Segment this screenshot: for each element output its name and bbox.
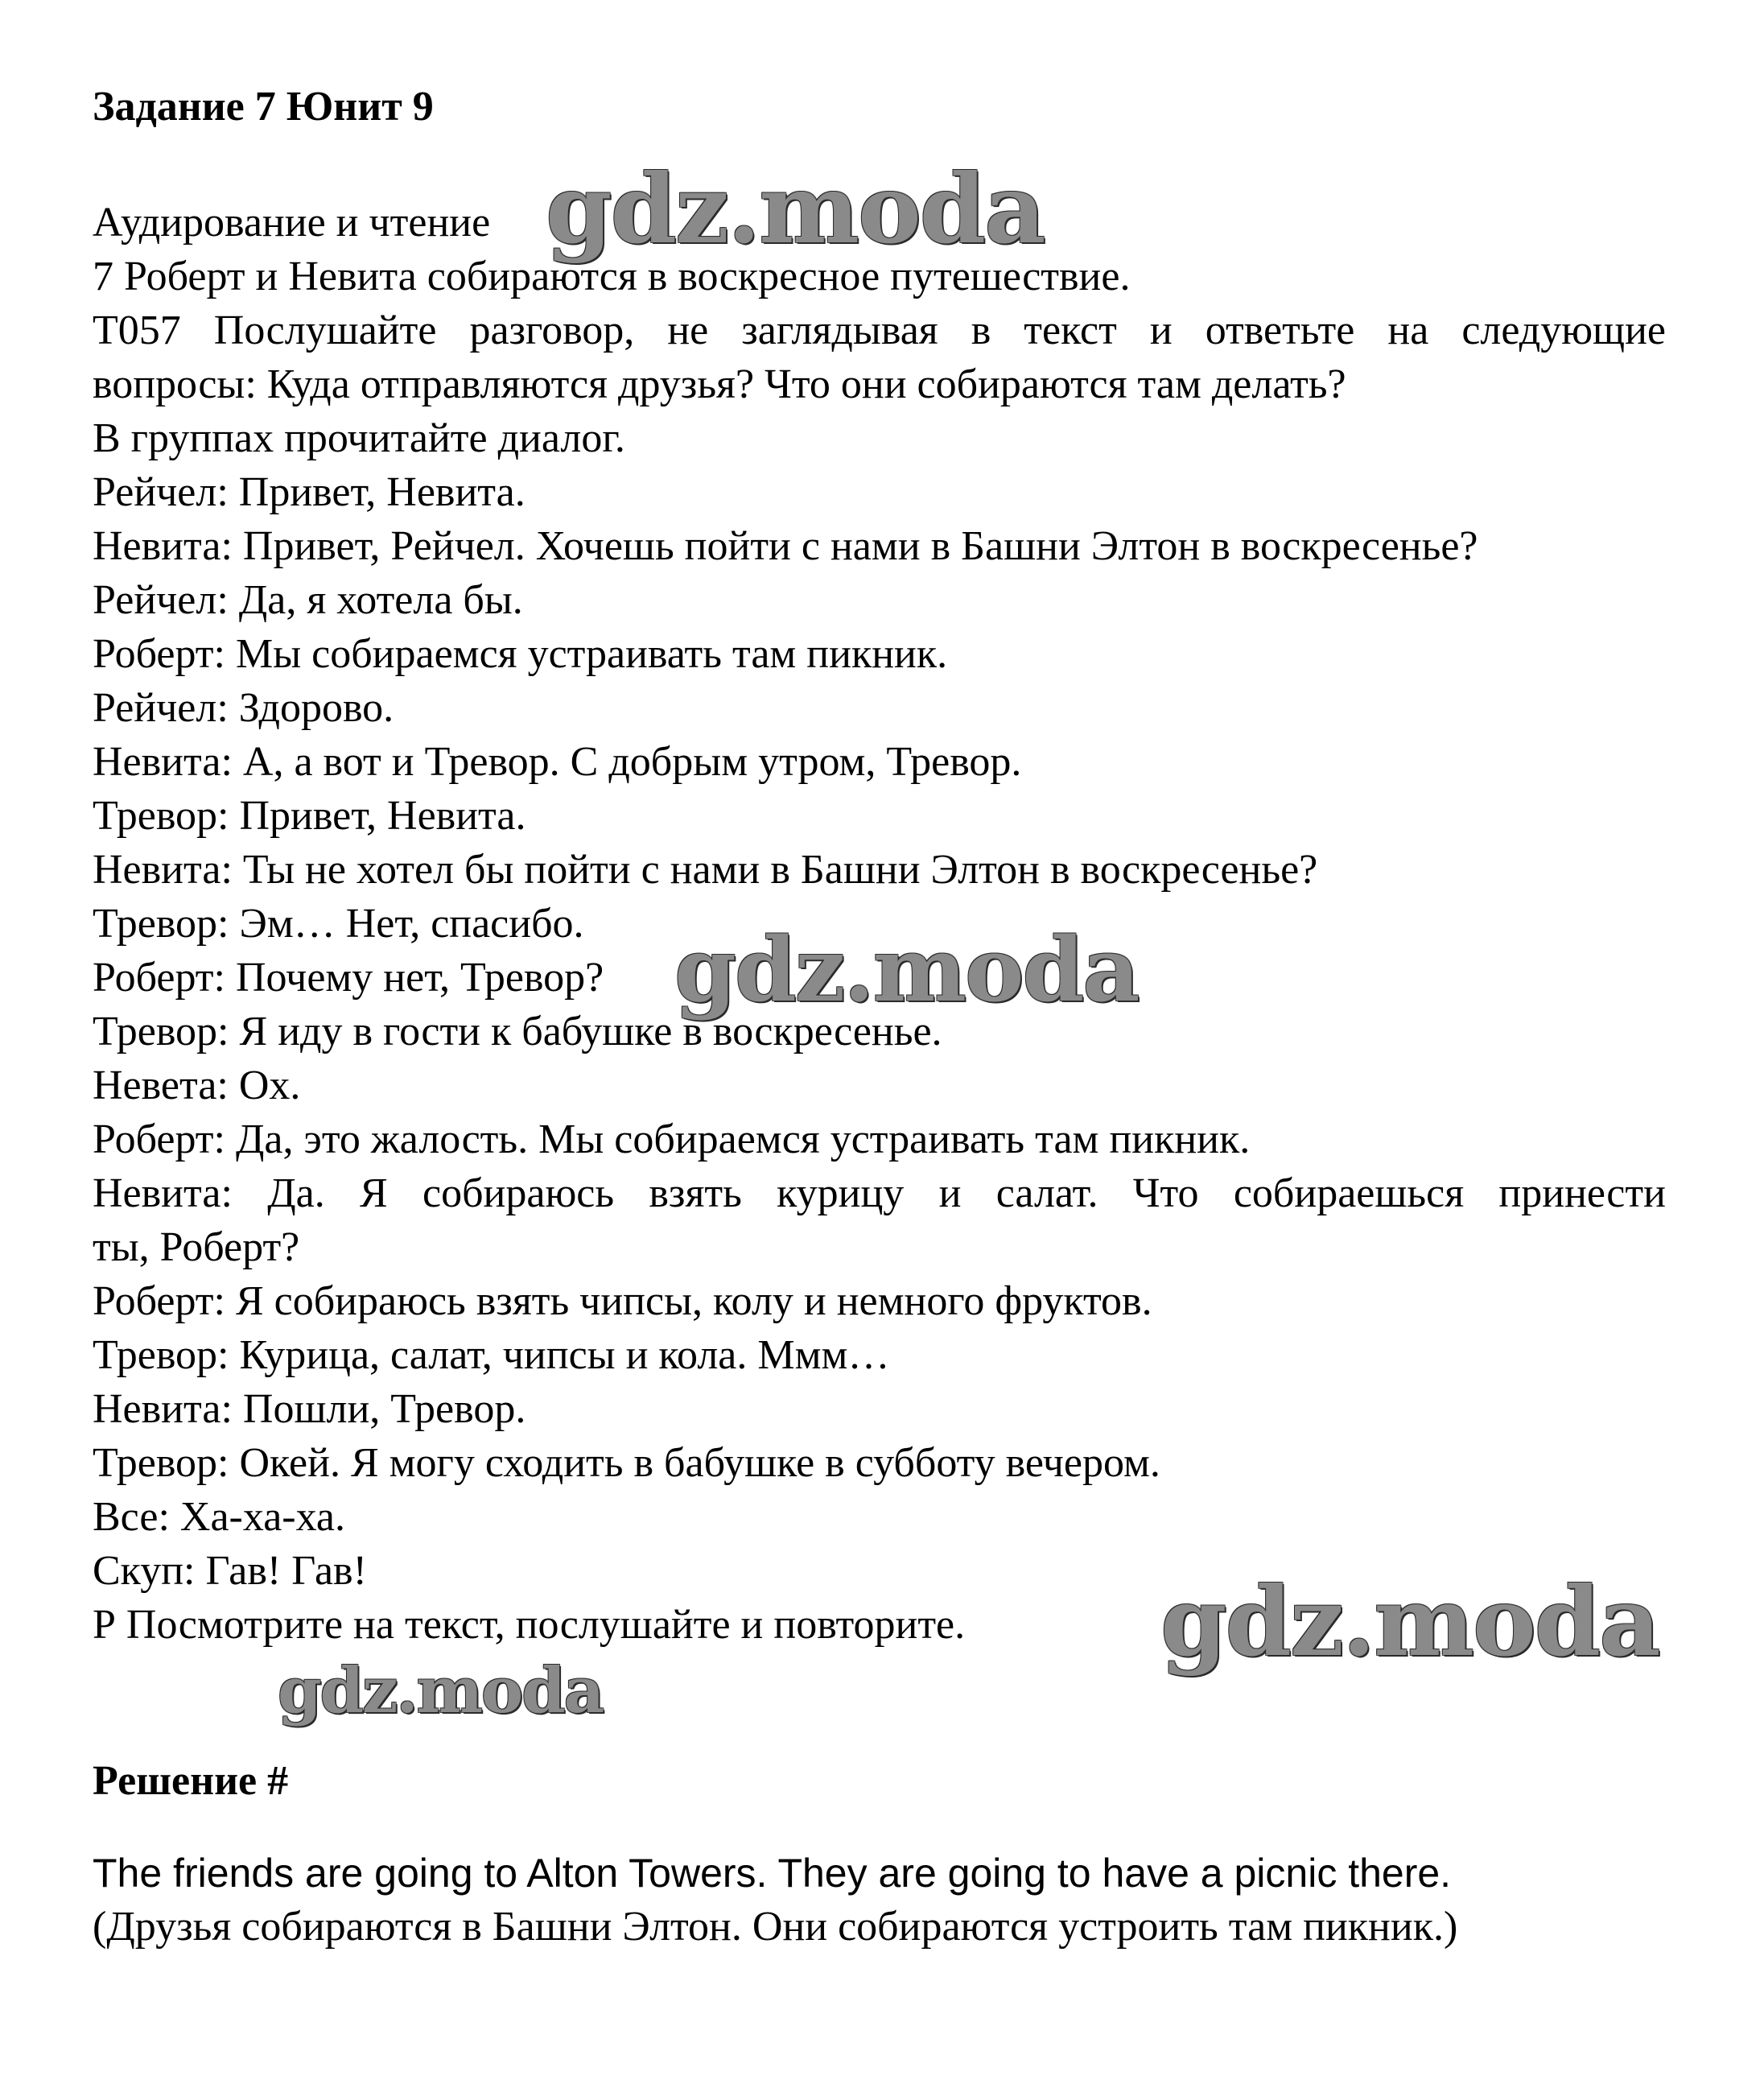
dialogue-line: ты, Роберт? — [93, 1224, 300, 1270]
word: Послушайте — [213, 307, 437, 353]
word: не — [667, 307, 709, 353]
dialogue-line — [93, 1167, 1666, 1220]
dialogue-line: Тревор: Окей. Я могу сходить в бабушке в субботу вечером. — [93, 1440, 1160, 1486]
word: ответьте — [1205, 307, 1355, 353]
watermark-logo: gdz.moda — [546, 153, 1045, 265]
repeat-instruction: Р Посмотрите на текст, послушайте и повторите. — [93, 1602, 966, 1648]
word: Что — [1132, 1170, 1199, 1216]
word: Невита: — [93, 1170, 233, 1216]
word: разговор, — [469, 307, 635, 353]
word: заглядывая — [741, 307, 938, 353]
dialogue-line: Рейчел: Привет, Невита. — [93, 469, 525, 515]
dialogue-line: Скуп: Гав! Гав! — [93, 1548, 367, 1594]
word: Я — [360, 1170, 388, 1216]
word: салат. — [995, 1170, 1098, 1216]
dialogue-line: Тревор: Я иду в гости к бабушке в воскресенье. — [93, 1009, 942, 1054]
word: собираешься — [1233, 1170, 1465, 1216]
task-instruction-line-2: вопросы: Куда отправляются друзья? Что они собираются там делать? — [93, 361, 1346, 407]
group-read-instruction: В группах прочитайте диалог. — [93, 415, 625, 461]
task-intro: 7 Роберт и Невита собираются в воскресное путешествие. — [93, 254, 1131, 299]
dialogue-line: Все: Ха-ха-ха. — [93, 1494, 345, 1540]
solution-heading: Решение # — [93, 1758, 289, 1804]
word: текст — [1024, 307, 1117, 353]
dialogue-line: Невита: Ты не хотел бы пойти с нами в Башни Элтон в воскресенье? — [93, 847, 1318, 893]
section-label: Аудирование и чтение — [93, 200, 491, 246]
dialogue-line: Роберт: Я собираюсь взять чипсы, колу и немного фруктов. — [93, 1278, 1152, 1324]
answer-russian: (Друзья собираются в Башни Элтон. Они собираются устроить там пикник.) — [93, 1904, 1458, 1950]
word: собираюсь — [422, 1170, 615, 1216]
watermark-logo: gdz.moda — [674, 918, 1139, 1021]
dialogue-line: Рейчел: Здорово. — [93, 685, 394, 731]
word: Т057 — [93, 307, 181, 353]
word: курицу — [777, 1170, 905, 1216]
watermark-logo: gdz.moda — [1160, 1566, 1659, 1678]
task-instruction-line-1 — [93, 304, 1666, 357]
dialogue-line: Невита: Привет, Рейчел. Хочешь пойти с нами в Башни Элтон в воскресенье? — [93, 523, 1478, 569]
dialogue-line: Роберт: Почему нет, Тревор? — [93, 955, 604, 1001]
dialogue-line: Невета: Ох. — [93, 1063, 301, 1108]
word: в — [971, 307, 991, 353]
word: и — [1149, 307, 1173, 353]
dialogue-line: Рейчел: Да, я хотела бы. — [93, 577, 523, 623]
word: следующие — [1461, 307, 1666, 353]
watermark-logo: gdz.moda — [278, 1654, 604, 1727]
word: принести — [1498, 1170, 1666, 1216]
page-title: Задание 7 Юнит 9 — [93, 84, 434, 130]
word: и — [938, 1170, 962, 1216]
word: взять — [649, 1170, 742, 1216]
dialogue-line: Тревор: Эм… Нет, спасибо. — [93, 901, 584, 947]
answer-english: The friends are going to Alton Towers. They are going to have a picnic there. — [93, 1851, 1452, 1896]
word: Да. — [267, 1170, 325, 1216]
dialogue-line: Тревор: Курица, салат, чипсы и кола. Ммм… — [93, 1332, 890, 1378]
dialogue-line: Роберт: Мы собираемся устраивать там пикник. — [93, 631, 948, 677]
dialogue-line: Роберт: Да, это жалость. Мы собираемся устраивать там пикник. — [93, 1116, 1251, 1162]
dialogue-line: Тревор: Привет, Невита. — [93, 793, 526, 839]
dialogue-line: Невита: А, а вот и Тревор. С добрым утром, Тревор. — [93, 739, 1022, 785]
dialogue-line: Невита: Пошли, Тревор. — [93, 1386, 526, 1432]
word: на — [1387, 307, 1429, 353]
